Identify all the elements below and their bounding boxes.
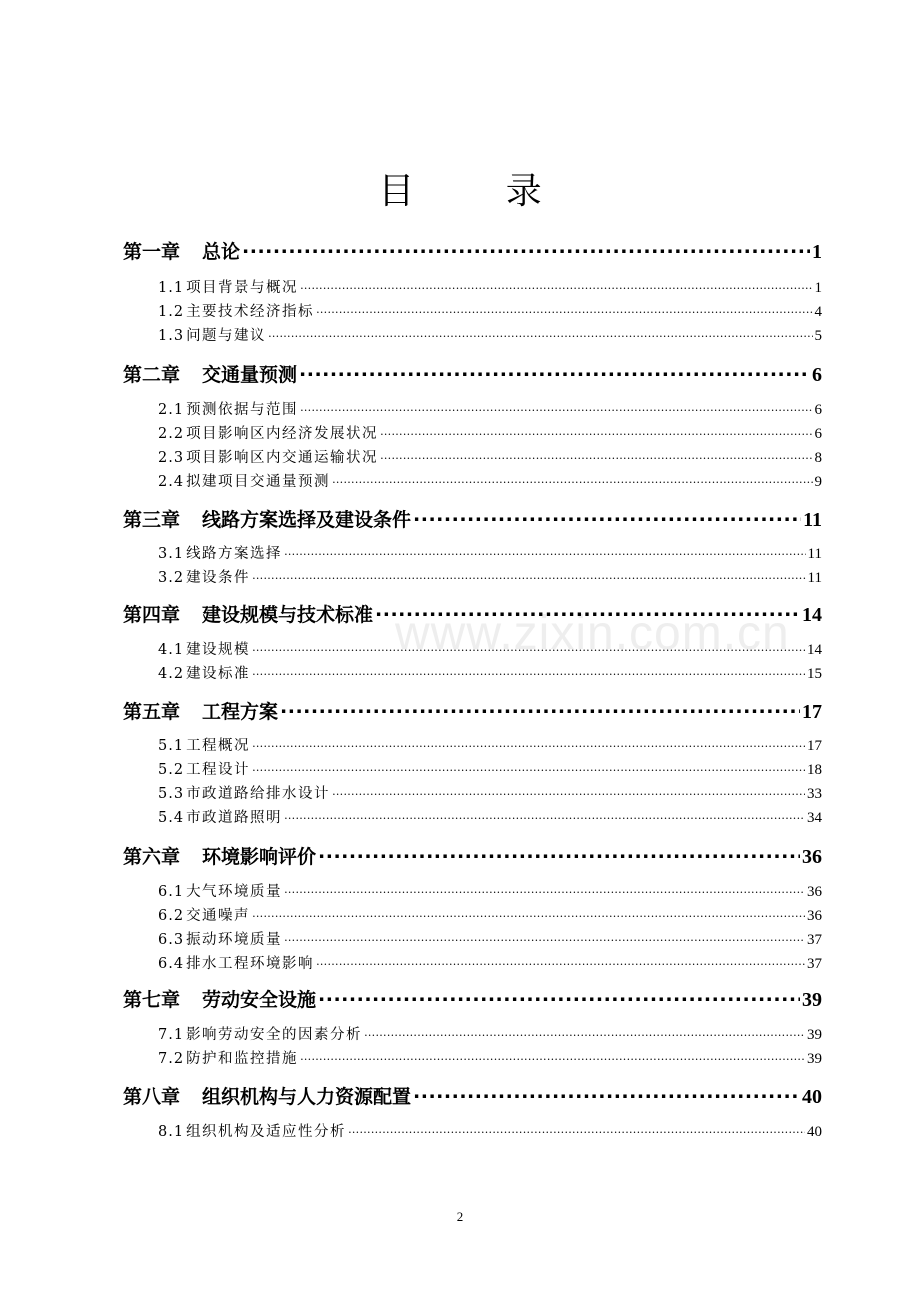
toc-page-number: 39 (802, 989, 822, 1011)
toc-section-entry[interactable] (158, 1023, 822, 1043)
toc-dot-leader (268, 326, 812, 341)
toc-page-number: 17 (802, 701, 822, 723)
toc-section-entry[interactable] (158, 782, 822, 802)
toc-dot-leader (284, 930, 805, 945)
toc-page-number: 4 (814, 304, 822, 320)
toc-section-number: 2.2 (158, 426, 185, 442)
toc-chapter-title: 线路方案选择及建设条件 (202, 509, 412, 531)
toc-section-number: 8.1 (158, 1124, 185, 1140)
toc-section-title: 组织机构及适应性分析 (186, 1124, 347, 1140)
toc-dot-leader (364, 1025, 805, 1040)
toc-chapter-title: 建设规模与技术标准 (202, 604, 374, 626)
toc-chapter-title: 环境影响评价 (202, 846, 317, 868)
toc-section-title: 振动环境质量 (186, 932, 283, 948)
toc-chapter-number: 第三章 (123, 509, 181, 531)
toc-section-number: 3.2 (158, 570, 185, 586)
toc-dot-leader (252, 760, 805, 775)
toc-section-entry[interactable] (158, 470, 822, 490)
toc-section-number: 2.3 (158, 450, 185, 466)
toc-section-entry[interactable] (158, 928, 822, 948)
toc-dot-leader (300, 400, 812, 415)
toc-dot-leader (348, 1122, 805, 1137)
toc-chapter-entry[interactable] (123, 985, 822, 1011)
toc-chapter-entry[interactable] (123, 1082, 822, 1108)
toc-dot-leader (300, 1049, 805, 1064)
toc-section-entry[interactable] (158, 542, 822, 562)
toc-section-number: 4.2 (158, 666, 185, 682)
toc-chapter-entry[interactable] (123, 237, 822, 263)
toc-section-number: 6.2 (158, 908, 185, 924)
toc-dot-leader (300, 278, 812, 293)
toc-dot-leader (284, 544, 805, 559)
toc-dot-leader (332, 784, 805, 799)
toc-section-title: 预测依据与范围 (186, 402, 299, 418)
toc-chapter-entry[interactable] (123, 842, 822, 868)
toc-dot-leader (252, 906, 805, 921)
toc-page-number: 39 (807, 1051, 822, 1067)
toc-section-number: 5.2 (158, 762, 185, 778)
toc-section-title: 问题与建议 (186, 328, 267, 344)
toc-section-title: 线路方案选择 (186, 546, 283, 562)
toc-section-entry[interactable] (158, 662, 822, 682)
toc-section-number: 7.1 (158, 1027, 185, 1043)
toc-page-number: 5 (814, 328, 822, 344)
toc-page-number: 33 (807, 786, 822, 802)
toc-section-title: 主要技术经济指标 (186, 304, 315, 320)
toc-page-number: 40 (802, 1086, 822, 1108)
toc-dot-leader (332, 472, 812, 487)
toc-page-number: 1 (812, 241, 822, 263)
toc-chapter-title: 工程方案 (202, 701, 279, 723)
toc-section-entry[interactable] (158, 638, 822, 658)
toc-section-entry[interactable] (158, 566, 822, 586)
toc-chapter-number: 第四章 (123, 604, 181, 626)
toc-chapter-entry[interactable] (123, 505, 822, 531)
toc-page-number: 34 (807, 810, 822, 826)
toc-section-entry[interactable] (158, 1120, 822, 1140)
toc-chapter-number: 第五章 (123, 701, 181, 723)
toc-section-number: 3.1 (158, 546, 185, 562)
toc-section-title: 项目背景与概况 (186, 280, 299, 296)
toc-section-number: 4.1 (158, 642, 185, 658)
toc-section-number: 2.1 (158, 402, 185, 418)
toc-chapter-entry[interactable] (123, 600, 822, 626)
toc-section-entry[interactable] (158, 446, 822, 466)
toc-chapter-number: 第八章 (123, 1086, 181, 1108)
toc-page-number: 15 (807, 666, 822, 682)
toc-section-number: 5.4 (158, 810, 185, 826)
toc-section-title: 市政道路照明 (186, 810, 283, 826)
toc-page-number: 6 (814, 402, 822, 418)
toc-section-title: 市政道路给排水设计 (186, 786, 331, 802)
toc-dot-leader (252, 664, 805, 679)
toc-section-entry[interactable] (158, 904, 822, 924)
toc-dot-leader (318, 987, 800, 1006)
toc-page-number: 36 (807, 908, 822, 924)
toc-dot-leader (413, 507, 801, 526)
toc-section-title: 大气环境质量 (186, 884, 283, 900)
toc-page-number: 17 (807, 738, 822, 754)
toc-section-entry[interactable] (158, 758, 822, 778)
toc-page-number: 39 (807, 1027, 822, 1043)
toc-dot-leader (380, 448, 812, 463)
toc-page-number: 37 (807, 956, 822, 972)
toc-section-number: 6.4 (158, 956, 185, 972)
toc-section-title: 建设标准 (186, 666, 251, 682)
toc-section-entry[interactable] (158, 734, 822, 754)
toc-dot-leader (242, 239, 810, 258)
toc-chapter-title: 交通量预测 (202, 364, 298, 386)
toc-dot-leader (318, 844, 800, 863)
toc-section-number: 1.3 (158, 328, 185, 344)
toc-page-number: 18 (807, 762, 822, 778)
toc-section-title: 拟建项目交通量预测 (186, 474, 331, 490)
toc-section-entry[interactable] (158, 422, 822, 442)
toc-section-number: 1.1 (158, 280, 185, 296)
toc-section-title: 防护和监控措施 (186, 1051, 299, 1067)
toc-chapter-title: 总论 (202, 241, 241, 263)
toc-section-number: 7.2 (158, 1051, 185, 1067)
toc-chapter-number: 第一章 (123, 241, 181, 263)
toc-dot-leader (299, 362, 810, 381)
toc-chapter-number: 第二章 (123, 364, 181, 386)
toc-section-entry[interactable] (158, 324, 822, 344)
toc-section-number: 5.3 (158, 786, 185, 802)
toc-section-title: 交通噪声 (186, 908, 251, 924)
page-number: 2 (456, 1209, 464, 1224)
toc-dot-leader (316, 302, 812, 317)
toc-chapter-title: 组织机构与人力资源配置 (202, 1086, 412, 1108)
toc-page-number: 6 (812, 364, 822, 386)
toc-section-title: 项目影响区内经济发展状况 (186, 426, 379, 442)
toc-section-entry[interactable] (158, 1047, 822, 1067)
toc-page-number: 36 (807, 884, 822, 900)
toc-dot-leader (413, 1084, 800, 1103)
toc-dot-leader (252, 640, 805, 655)
toc-dot-leader (284, 882, 805, 897)
toc-page-number: 14 (802, 604, 822, 626)
toc-section-entry[interactable] (158, 300, 822, 320)
toc-chapter-entry[interactable] (123, 697, 822, 723)
toc-page-number: 14 (807, 642, 822, 658)
toc-page-number: 11 (807, 570, 822, 586)
toc-page-number: 1 (814, 280, 822, 296)
toc-dot-leader (380, 424, 812, 439)
toc-section-title: 影响劳动安全的因素分析 (186, 1027, 363, 1043)
toc-section-entry[interactable] (158, 276, 822, 296)
toc-section-number: 2.4 (158, 474, 185, 490)
toc-page-number: 11 (803, 509, 822, 531)
toc-section-entry[interactable] (158, 806, 822, 826)
toc-chapter-title: 劳动安全设施 (202, 989, 317, 1011)
page-title: 目 录 (378, 171, 582, 212)
toc-page-number: 36 (802, 846, 822, 868)
toc-section-entry[interactable] (158, 952, 822, 972)
toc-section-title: 工程设计 (186, 762, 251, 778)
toc-section-title: 建设规模 (186, 642, 251, 658)
toc-page-number: 6 (814, 426, 822, 442)
toc-section-number: 6.3 (158, 932, 185, 948)
toc-dot-leader (252, 736, 805, 751)
toc-dot-leader (375, 602, 800, 621)
toc-section-entry[interactable] (158, 398, 822, 418)
watermark: www.zixin.com.cn (395, 607, 790, 660)
toc-dot-leader (316, 954, 805, 969)
toc-section-entry[interactable] (158, 880, 822, 900)
toc-section-number: 5.1 (158, 738, 185, 754)
toc-section-number: 6.1 (158, 884, 185, 900)
toc-section-title: 建设条件 (186, 570, 251, 586)
toc-dot-leader (280, 699, 800, 718)
toc-chapter-entry[interactable] (123, 360, 822, 386)
toc-section-title: 工程概况 (186, 738, 251, 754)
toc-page-number: 37 (807, 932, 822, 948)
toc-section-number: 1.2 (158, 304, 185, 320)
toc-dot-leader (252, 568, 805, 583)
toc-chapter-number: 第七章 (123, 989, 181, 1011)
toc-page-number: 11 (807, 546, 822, 562)
toc-page-number: 40 (807, 1124, 822, 1140)
toc-section-title: 项目影响区内交通运输状况 (186, 450, 379, 466)
toc-page-number: 9 (814, 474, 822, 490)
toc-section-title: 排水工程环境影响 (186, 956, 315, 972)
toc-chapter-number: 第六章 (123, 846, 181, 868)
toc-page-number: 8 (814, 450, 822, 466)
toc-dot-leader (284, 808, 805, 823)
